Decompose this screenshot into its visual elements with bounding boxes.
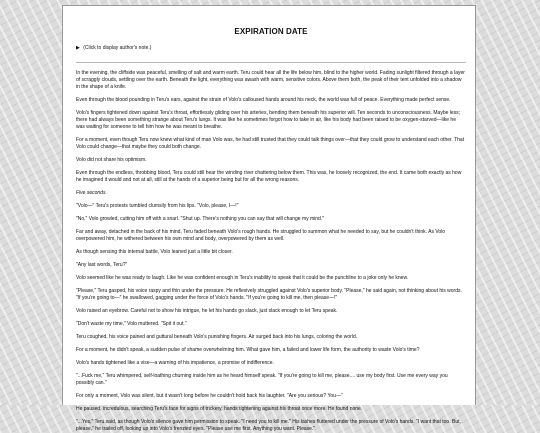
story-paragraph: As though sensing this internal battle, Volo leaned just a little bit closer. [76, 249, 233, 255]
story-paragraph: Teru coughed, his voice pained and guttural beneath Volo's punishing fingers. Air surged back into his lungs, coloring the world. [76, 334, 358, 340]
story-paragraph: Far and away, detached in the back of his mind, Teru faded beneath Volo's rough hands. He struggled to summon what he needed to say, but he couldn't think. As Volo overpowered him, he withered between his own mind and body, overpowered by them as well. [76, 229, 446, 242]
story-paragraph: "...Yes," Teru said, as though Volo's silence gave him permission to speak. "I need you to kill me." His lashes fluttered under the pressure of Volo's hands. "I want that too. But, please," he trailed off, looking up into Volo's frenzied eyes. "Please use me first. Anything you want. Please." [76, 419, 461, 432]
story-paragraph: "Any last words, Teru?" [76, 262, 128, 268]
story-paragraph: Volo's fingers tightened down against Teru's throat, effortlessly gliding over his arteries, bending them beneath his superior will. Ten seconds to unconsciousness. Maybe less; there had always been something strange about Teru's lungs. It was like he sometimes forgot how to take in air, like his body had been raised to be oxygen-starved—like he was waiting for someone to tell him how he was meant to breathe. [76, 110, 461, 130]
story-paragraph: Even through the blood pounding in Teru's ears, against the strain of Volo's calloused hands around his neck, the world was full of peace. Everything made perfect sense. [76, 97, 451, 103]
story-paragraph: Volo's hands tightened like a vise—a warning of his impatience, a promise of indifference. [76, 360, 274, 366]
story-body [76, 70, 466, 433]
story-title: EXPIRATION DATE [234, 27, 308, 36]
story-paragraph: "...Fuck me," Teru whimpered, self-loathing churning inside him as he heard himself speak. "If you're going to kill me, please.... use my body first. Use me every way you possibly can." [76, 373, 448, 386]
story-paragraph: Volo seemed like he was ready to laugh. Like he was confident enough in Teru's inability to speak that it could be the punchline to a joke only he knew. [76, 275, 409, 281]
story-paragraph: Even through the endless, throbbing blood, Teru could still hear the winding river chattering below them. This was, he loosely recognized, the end. It came both exactly as how he imagined it would and not at all, still at the hands of a superior being but for all the wrong reasons. [76, 170, 462, 183]
story-paragraph: For only a moment, Volo was silent, but it wasn't long before he couldn't hold back his laughter. "Are you serious? You—" [76, 393, 343, 399]
story-paragraph: Volo raised an eyebrow. Careful not to show his intrigue, he let his hands go slack, just slack enough to let Teru speak. [76, 308, 338, 314]
story-paragraph: "Volo—" Teru's protests tumbled clumsily from his lips. "Volo, please, I—!" [76, 203, 239, 209]
story-paragraph: "Don't waste my time," Volo muttered. "Spit it out." [76, 321, 187, 327]
story-paragraph: For a moment, he didn't speak, a sudden pulse of shame overwhelming him. What gave him, a failed and lower life form, the authority to waste Volo's time? [76, 347, 420, 353]
story-paragraph: Volo did not share his optimism. [76, 157, 147, 163]
disclosure-triangle-icon: ▶ [76, 45, 80, 51]
divider [76, 62, 466, 63]
story-panel [62, 5, 476, 432]
story-paragraph: He paused, incredulous, searching Teru's face for signs of trickery, hands tightening against his throat once more. He found none. [76, 406, 363, 412]
author-note-toggle[interactable] [76, 45, 466, 51]
story-paragraph: "Please," Teru gasped, his voice raspy and thin under the pressure. He reflexively struggled against Volo's superior body. "Please," he said again, not thinking about his words. "If you're going to—" he swallowed, gagging under the force of Volo's hands. "If you're going to kill me, then please—!" [76, 288, 462, 301]
story-paragraph: "No," Volo growled, cutting him off with a snarl. "Shut up. There's nothing you can say that will change my mind." [76, 216, 324, 222]
author-note-label: (Click to display author's note.) [83, 45, 152, 51]
story-paragraph: Five seconds. [76, 190, 107, 196]
story-paragraph: For a moment, even though Teru now knew what kind of man Volo was, he had still trusted that they could talk things over—that they could grow to understand each other. That Volo could change—that maybe they could both change. [76, 137, 465, 150]
story-paragraph: In the evening, the cliffside was peaceful, smelling of salt and warm earth. Teru could hear all the life below him, blind to the higher world. Fading sunlight filtered through a layer of scraggly clouds, settling over the earth. Beneath the light, everything was awash with warm, sensitive colors. Above them both, the peak of their tent unfolded into a shadow in the shape of a knife. [76, 70, 465, 90]
